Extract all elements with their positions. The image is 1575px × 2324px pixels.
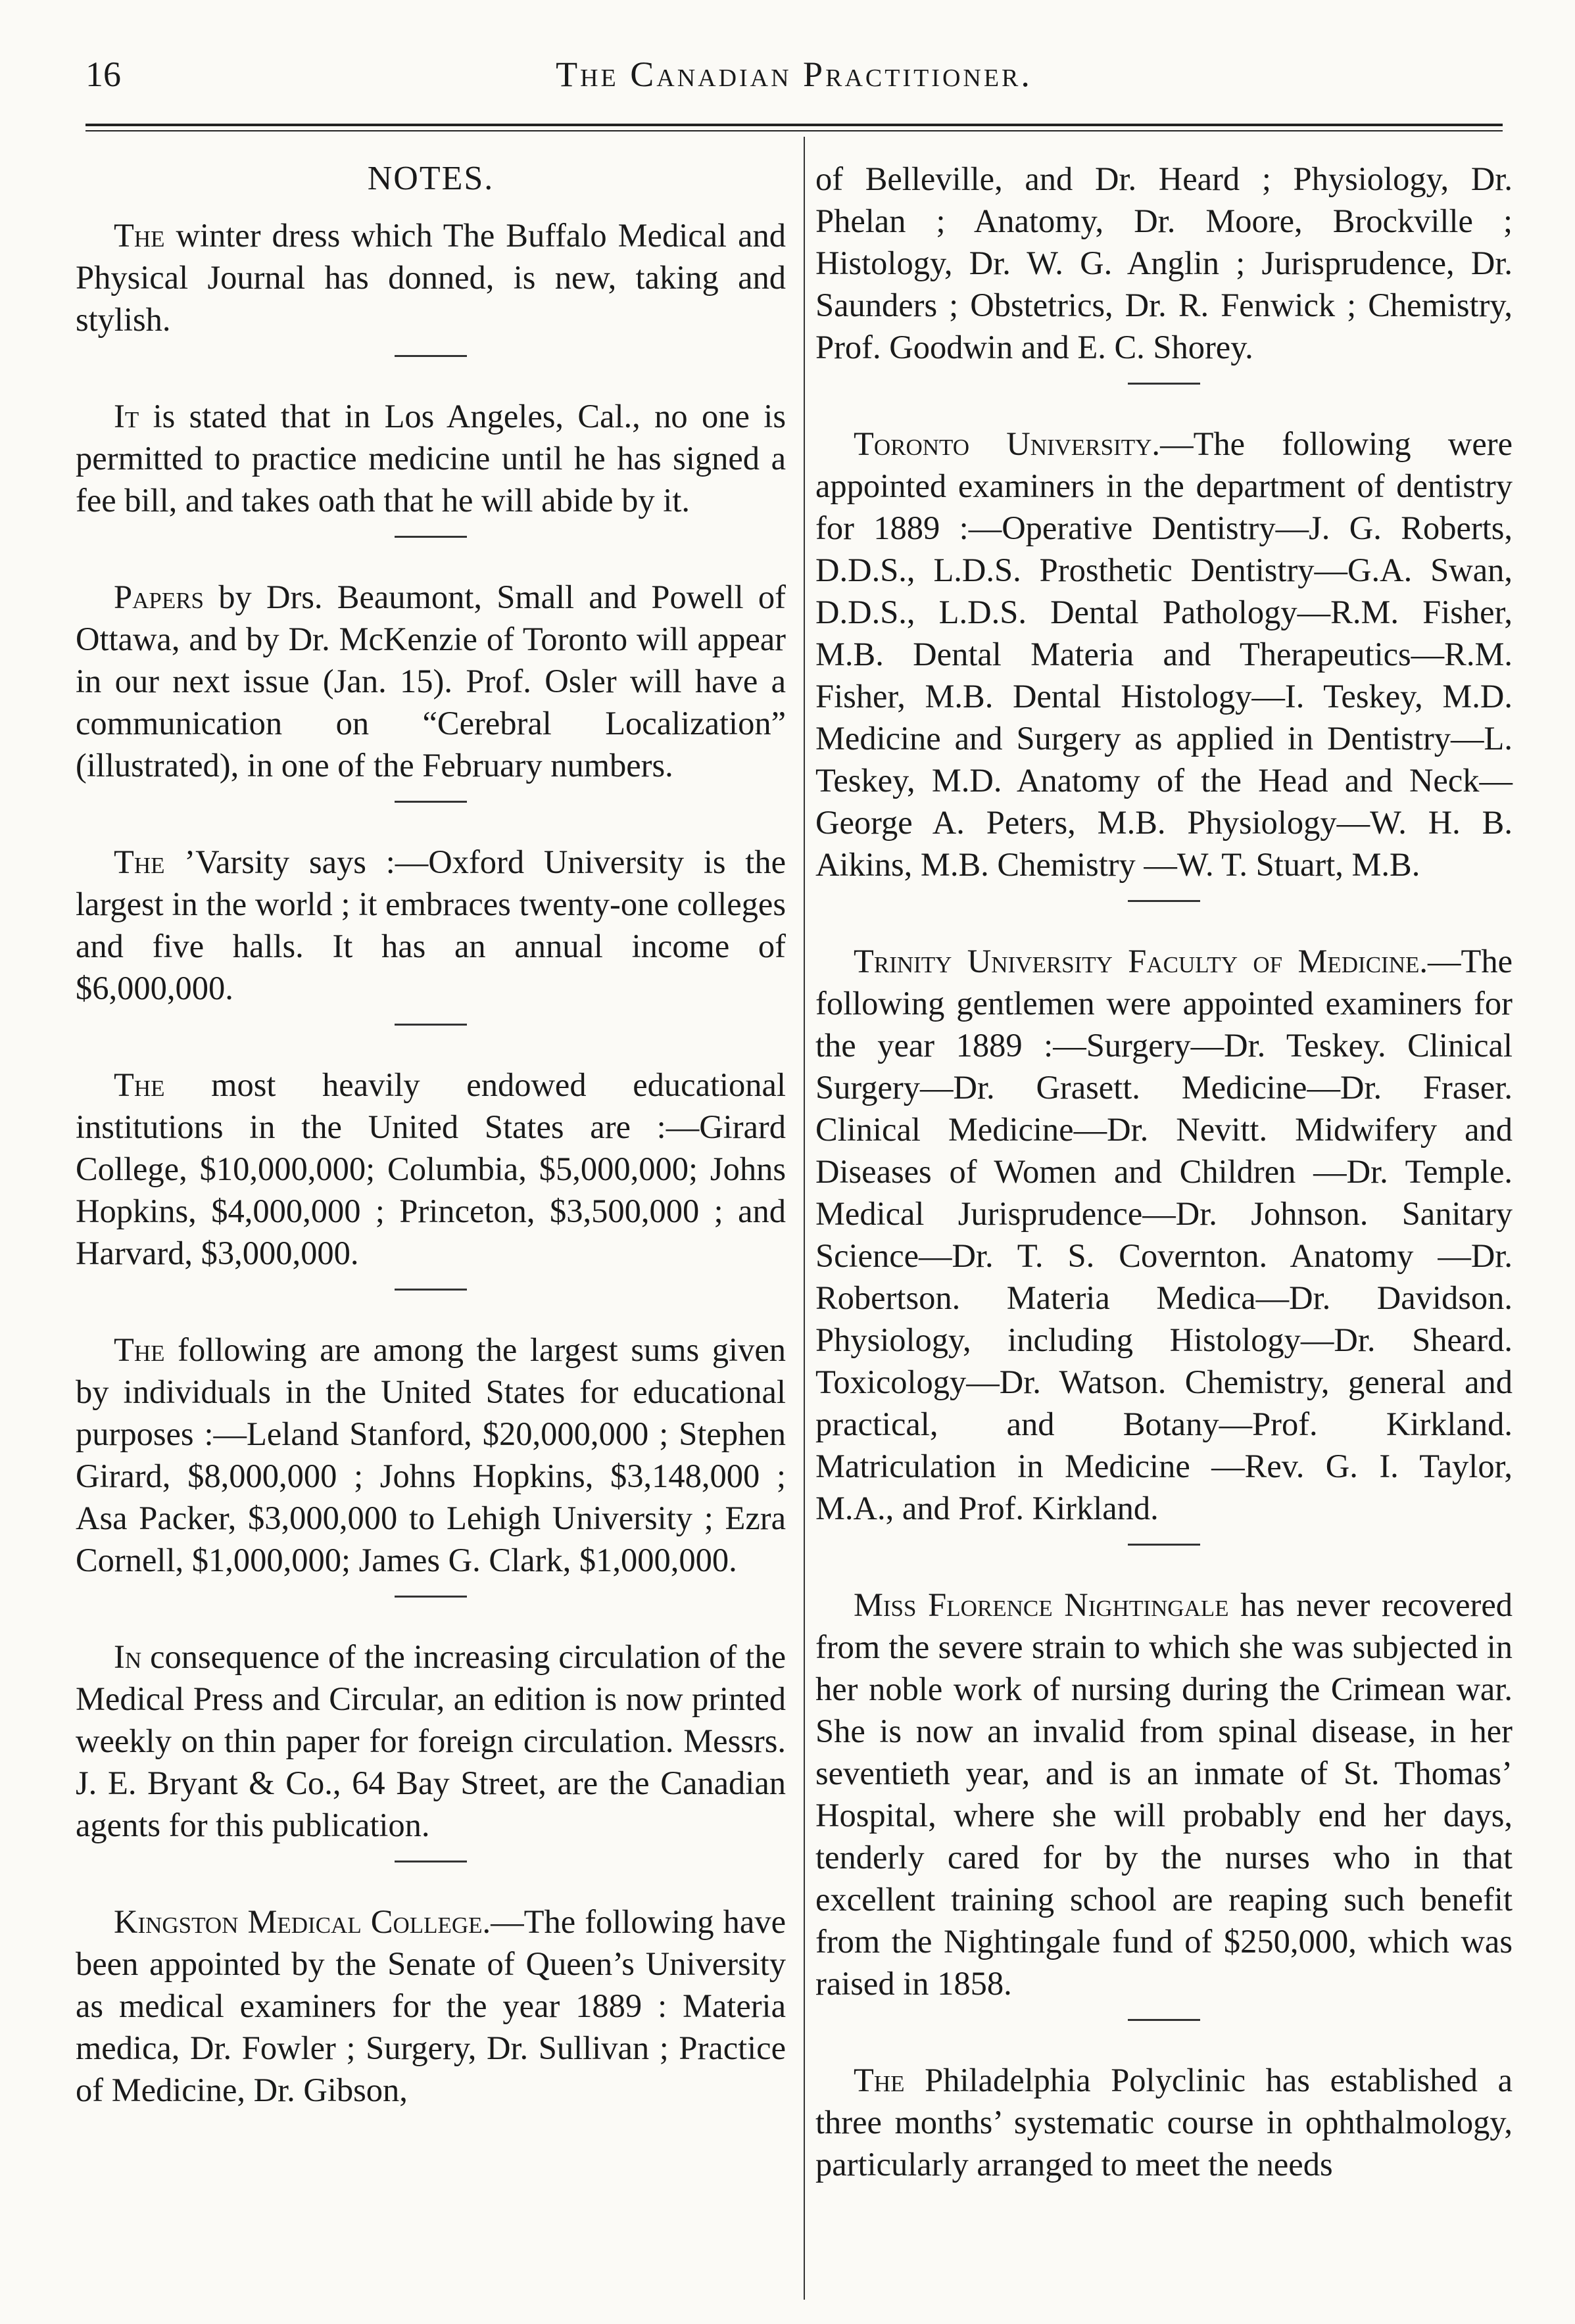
note-lead: Trinity University Faculty of Medicine.	[854, 943, 1428, 980]
journal-title: The Canadian Practitioner.	[556, 55, 1032, 94]
note-lead: The	[854, 2062, 905, 2099]
note-text: —The following were appointed examiners in the department of dentistry for 1889 :—Operative Dentistry—J. G. Roberts, D.D.S., L.D.S. Prosthetic Dentistry—G.A. Swan, D.D.S., L.D.S. Dental Pathology—R.M. Fisher, M.B. Dental Materia and Therapeutics—R.M. Fisher, M.B. Dental Histology—I. Teskey, M.D. Medicine and Surgery as applied in Dentistry—L. Teskey, M.D. Anatomy of the Head and Neck—George A. Peters, M.B. Physiology—W. H. B. Aikins, M.B. Chemistry —W. T. Stuart, M.B.	[815, 425, 1513, 883]
note-paragraph	[815, 940, 1513, 1529]
section-title: NOTES.	[367, 160, 495, 197]
page-number: 16	[85, 55, 121, 94]
note-paragraph	[76, 1329, 786, 1581]
note-lead: The	[114, 1066, 165, 1103]
note-text: winter dress which The Buffalo Medical and Physical Journal has donned, is new, taking and stylish.	[76, 217, 786, 338]
column-divider	[804, 137, 805, 2300]
separator-rule	[395, 1596, 467, 1598]
note-paragraph	[76, 214, 786, 341]
header-rule-thin	[85, 130, 1503, 131]
note-lead: The	[114, 217, 165, 254]
running-header	[85, 54, 1503, 113]
separator-rule	[1128, 383, 1200, 385]
note-paragraph-continued	[815, 158, 1513, 368]
note-lead: Papers	[114, 579, 205, 615]
note-text: most heavily endowed educational institutions in the United States are :—Girard College, $10,000,000; Columbia, $5,000,000; Johns Hopkins, $4,000,000 ; Princeton, $3,500,000 ; and Harvard, $3,000,000.	[76, 1066, 786, 1271]
note-paragraph	[815, 2059, 1513, 2185]
note-lead: Miss Florence Nightingale	[854, 1586, 1229, 1623]
note-text: consequence of the increasing circulation of the Medical Press and Circular, an edition is now printed weekly on thin paper for foreign circulation. Messrs. J. E. Bryant & Co., 64 Bay Street, are the Canadian agents for this publication.	[76, 1638, 786, 1843]
separator-rule	[395, 801, 467, 803]
separator-rule	[1128, 2019, 1200, 2021]
separator-rule	[395, 1861, 467, 1862]
note-text: is stated that in Los Angeles, Cal., no one is permitted to practice medicine until he has signed a fee bill, and takes oath that he will abide by it.	[76, 398, 786, 519]
separator-rule	[395, 1289, 467, 1291]
note-paragraph	[76, 1901, 786, 2111]
note-paragraph	[76, 576, 786, 786]
right-column	[815, 158, 1513, 2185]
note-paragraph	[815, 1584, 1513, 2004]
note-text: has never recovered from the severe strain to which she was subjected in her noble work of nursing during the Crimean war. She is now an invalid from spinal disease, in her seventieth year, and is an inmate of St. Thomas’ Hospital, where she will probably end her days, tenderly cared for by the nurses who in that excellent training school are reaping such benefit from the Nightingale fund of $250,000, which was raised in 1858.	[815, 1586, 1513, 2002]
note-lead: Toronto University.	[854, 425, 1161, 462]
note-lead: In	[114, 1638, 142, 1675]
note-text: ’Varsity says :—Oxford University is the largest in the world ; it embraces twenty-one colleges and five halls. It has an annual income of $6,000,000.	[76, 843, 786, 1007]
note-lead: It	[114, 398, 139, 435]
header-rule	[85, 124, 1503, 126]
note-paragraph	[76, 841, 786, 1009]
note-paragraph	[76, 395, 786, 521]
note-lead: The	[114, 843, 165, 880]
separator-rule	[395, 1024, 467, 1026]
left-column	[76, 158, 786, 2111]
note-paragraph	[76, 1064, 786, 1274]
separator-rule	[395, 355, 467, 357]
separator-rule	[1128, 1544, 1200, 1546]
separator-rule	[1128, 900, 1200, 902]
note-lead: The	[114, 1331, 165, 1368]
note-paragraph	[76, 1636, 786, 1846]
note-text: Philadelphia Polyclinic has established a three months’ systematic course in ophthalmology, particularly arranged to meet the needs	[815, 2062, 1513, 2183]
note-text: —The following have been appointed by the Senate of Queen’s University as medical examiners for the year 1889 : Materia medica, Dr. Fowler ; Surgery, Dr. Sullivan ; Practice of Medicine, Dr. Gibson,	[76, 1903, 786, 2108]
separator-rule	[395, 536, 467, 538]
note-text: following are among the largest sums given by individuals in the United States for educational purposes :—Leland Stanford, $20,000,000 ; Stephen Girard, $8,000,000 ; Johns Hopkins, $3,148,000 ; Asa Packer, $3,000,000 to Lehigh University ; Ezra Cornell, $1,000,000; James G. Clark, $1,000,000.	[76, 1331, 786, 1578]
note-text: —The following gentlemen were appointed examiners for the year 1889 :—Surgery—Dr. Teskey. Clinical Surgery—Dr. Grasett. Medicine—Dr. Fraser. Clinical Medicine—Dr. Nevitt. Midwifery and Diseases of Women and Children —Dr. Temple. Medical Jurisprudence—Dr. Johnson. Sanitary Science—Dr. T. S. Covernton. Anatomy —Dr. Robertson. Materia Medica—Dr. Davidson. Physiology, including Histology—Dr. Sheard. Toxicology—Dr. Watson. Chemistry, general and practical, and Botany—Prof. Kirkland. Matriculation in Medicine —Rev. G. I. Taylor, M.A., and Prof. Kirkland.	[815, 943, 1513, 1527]
note-text: of Belleville, and Dr. Heard ; Physiology, Dr. Phelan ; Anatomy, Dr. Moore, Brockville ; Histology, Dr. W. G. Anglin ; Jurisprudence, Dr. Saunders ; Obstetrics, Dr. R. Fenwick ; Chemistry, Prof. Goodwin and E. C. Shorey.	[815, 160, 1513, 366]
note-text: by Drs. Beaumont, Small and Powell of Ottawa, and by Dr. McKenzie of Toronto will appear in our next issue (Jan. 15). Prof. Osler will have a communication on “Cerebral Localization” (illustrated), in one of the February numbers.	[76, 579, 786, 784]
note-lead: Kingston Medical College.	[114, 1903, 491, 1940]
note-paragraph	[815, 423, 1513, 886]
